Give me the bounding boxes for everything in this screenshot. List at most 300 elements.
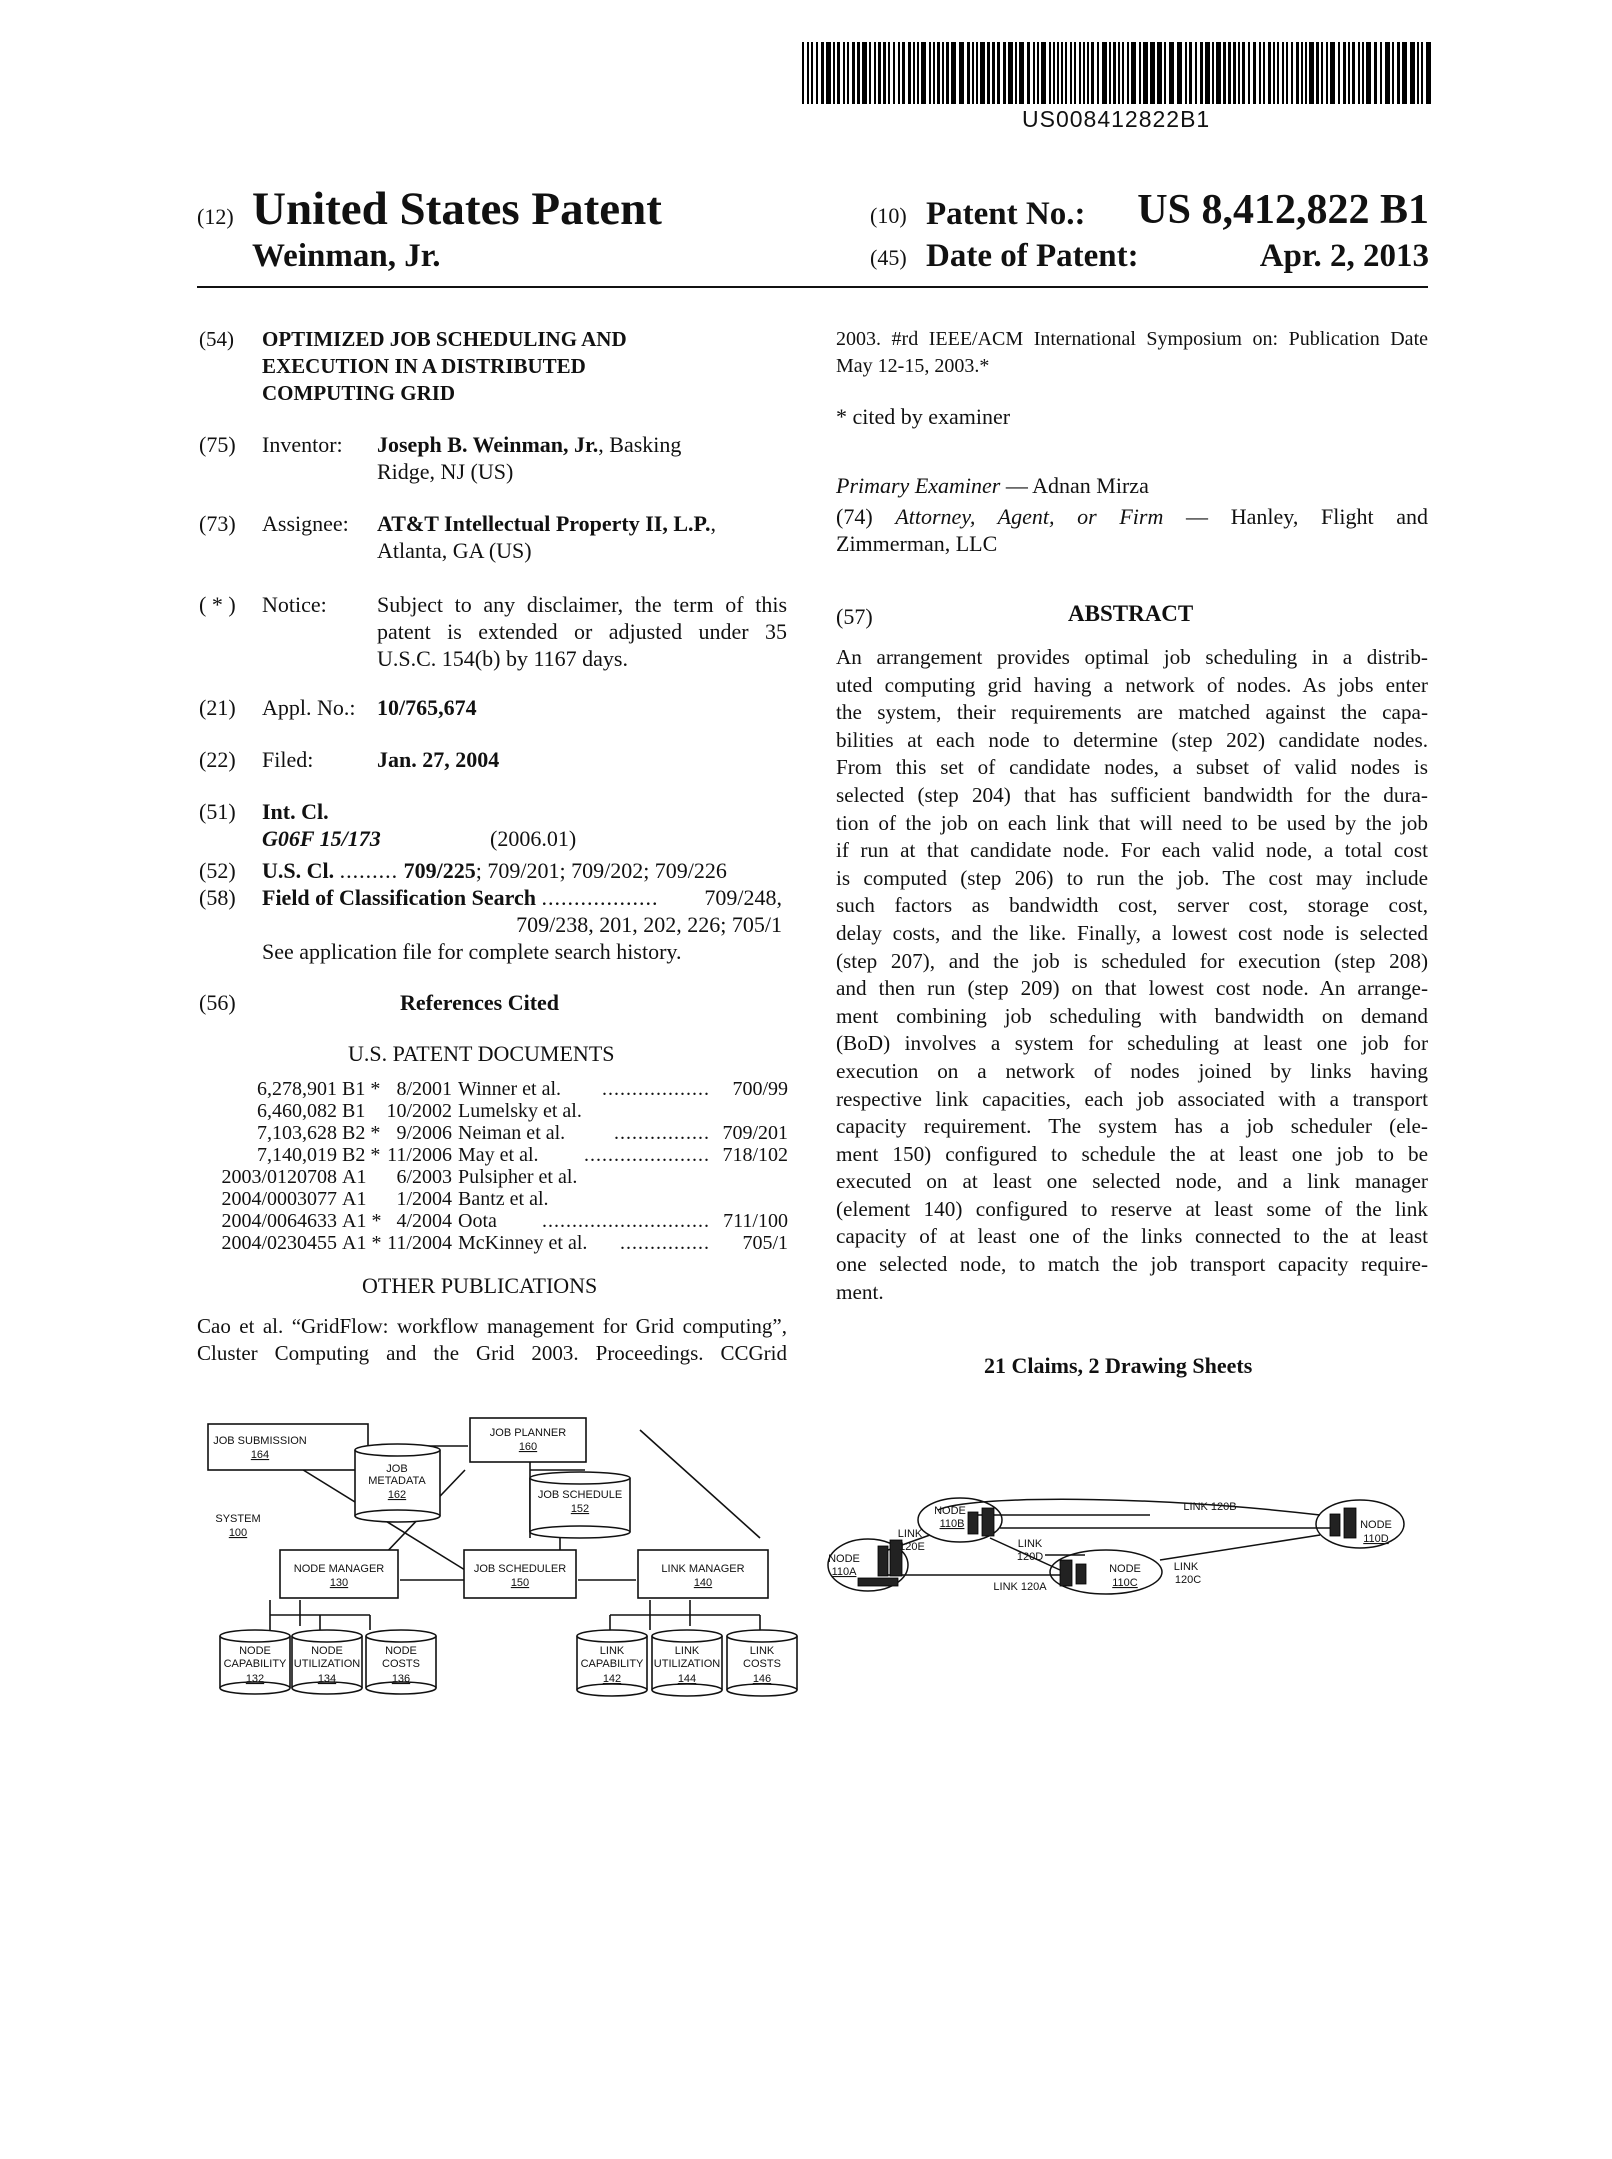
abstract-code: (57): [836, 604, 873, 629]
reference-number: 2004/0003077: [221, 1188, 337, 1210]
barcode-bar: [913, 42, 915, 104]
field-note: See application file for complete search history.: [262, 939, 682, 964]
barcode-bar: [1268, 42, 1271, 104]
barcode-bar: [1282, 42, 1284, 104]
barcode-bar: [1113, 42, 1116, 104]
barcode-bar: [1286, 42, 1288, 104]
abstract-line: An arrangement provides optimal job scheduling in a distrib-: [836, 645, 1428, 669]
other-publication-line: May 12-15, 2003.*: [836, 355, 990, 377]
barcode-bar: [1118, 42, 1120, 104]
barcode-bar: [1296, 42, 1299, 104]
barcode-bar: [1212, 42, 1214, 104]
link-120d-label: LINK: [1017, 1538, 1043, 1550]
barcode-bar: [857, 42, 860, 104]
link-capability-ref: 142: [602, 1673, 622, 1685]
reference-name: Winner et al.: [458, 1078, 562, 1100]
abstract-line: (BoD) involves a system for scheduling at least one job for: [836, 1031, 1428, 1056]
server-icon: [968, 1512, 978, 1534]
reference-dots: ...............: [620, 1232, 710, 1254]
attorney-name-line2: Zimmerman, LLC: [836, 531, 998, 556]
intcl-label: Int. Cl.: [262, 799, 329, 824]
assignee-location: Atlanta, GA (US): [377, 538, 532, 563]
barcode-bar: [933, 42, 935, 104]
barcode-bar: [1385, 42, 1390, 104]
field-label: Field of Classification Search: [262, 885, 536, 910]
abstract-line: and then run (step 209) on that lowest cost node. An arrange-: [836, 976, 1428, 1001]
kind-code: (12): [197, 204, 234, 229]
node-110b-label: NODE: [934, 1505, 966, 1517]
abstract-line: one selected node, to match the job transport capacity require-: [836, 1252, 1428, 1277]
barcode-bar: [937, 42, 940, 104]
abstract-line: (step 207), and the job is scheduled for execution (step 208): [836, 948, 1428, 973]
filed-code: (22): [199, 747, 236, 772]
reference-name: May et al.: [458, 1144, 539, 1166]
barcode-bar: [1321, 42, 1323, 104]
barcode-bar: [1397, 42, 1400, 104]
job-submission-label: JOB SUBMISSION: [213, 1435, 307, 1447]
barcode-number: US008412822B1: [1022, 106, 1211, 132]
reference-cls: 709/201: [722, 1122, 788, 1144]
node-capability-ref: 132: [245, 1673, 265, 1685]
inventor-code: (75): [199, 432, 236, 457]
abstract-line: bilities at each node to determine (step 202) candidate nodes.: [836, 727, 1428, 752]
link-costs-label: LINK: [749, 1645, 775, 1657]
barcode-bar: [1083, 42, 1085, 104]
barcode-bar: [1326, 42, 1328, 104]
barcode-bar: [1177, 42, 1182, 104]
other-publications-text: [197, 1313, 787, 1367]
uscl-rest: ; 709/201; 709/202; 709/226: [475, 858, 727, 883]
reference-number: 6,278,901: [257, 1078, 337, 1100]
inventor-name: Joseph B. Weinman, Jr.: [377, 432, 599, 457]
reference-row: [200, 1232, 790, 1258]
node-manager-ref: 130: [329, 1577, 349, 1589]
barcode-bar: [1362, 42, 1364, 104]
barcode-bar: [987, 42, 990, 104]
barcode-bar: [1421, 42, 1423, 104]
abstract-line: is computed (step 206) to run the job. The cost may include: [836, 865, 1428, 890]
barcode-bar: [1157, 42, 1162, 104]
server-icon: [1060, 1560, 1072, 1586]
abstract-line: execution on a network of nodes joined by links having: [836, 1058, 1428, 1083]
barcode-bar: [972, 42, 974, 104]
notice-label: Notice:: [262, 592, 327, 617]
uscl: [262, 857, 727, 884]
reference-kind: A1 *: [342, 1210, 382, 1232]
barcode-bar: [1019, 42, 1024, 104]
filed-date: Jan. 27, 2004: [377, 747, 500, 772]
barcode-bar: [878, 42, 881, 104]
barcode-bar: [826, 42, 831, 104]
link-costs-ref: 146: [752, 1673, 772, 1685]
patent-number: US 8,412,822 B1: [1137, 187, 1429, 233]
assignee-name: AT&T Intellectual Property II, L.P.: [377, 511, 711, 536]
barcode-bar: [929, 42, 931, 104]
reference-date: 4/2004: [396, 1210, 452, 1232]
assignee-comma: ,: [710, 511, 716, 536]
server-icon: [1330, 1514, 1340, 1536]
barcode-bar: [1185, 42, 1187, 104]
barcode-bar: [1343, 42, 1346, 104]
patent-type-title: United States Patent: [252, 183, 662, 235]
abstract-line: the system, their requirements are matched against the capa-: [836, 700, 1428, 725]
abstract-line: (element 140) configured to reserve at least some of the link: [836, 1196, 1428, 1221]
barcode-bar: [869, 42, 871, 104]
barcode-bar: [1309, 42, 1314, 104]
reference-date: 11/2006: [387, 1144, 452, 1166]
barcode-bar: [1338, 42, 1340, 104]
barcode-bar: [1242, 42, 1245, 104]
barcode-bar: [992, 42, 995, 104]
barcode-bar: [1216, 42, 1221, 104]
barcode-bar: [967, 42, 970, 104]
barcode-bar: [959, 42, 964, 104]
notice-line: U.S.C. 154(b) by 1167 days.: [377, 646, 628, 671]
filed-label: Filed:: [262, 747, 314, 772]
primary-examiner-label: Primary Examiner: [836, 473, 1001, 498]
barcode-bar: [946, 42, 949, 104]
field-dots: ..................: [541, 885, 659, 910]
inventor-label: Inventor:: [262, 432, 343, 457]
assignee-label: Assignee:: [262, 511, 349, 536]
reference-kind: B2 *: [342, 1144, 381, 1166]
attorney: [836, 503, 1428, 557]
barcode-bar: [807, 42, 809, 104]
link-120c-ref: 120C: [1174, 1574, 1202, 1586]
node-costs-ref: 136: [391, 1673, 411, 1685]
barcode-bar: [1037, 42, 1039, 104]
link-120b-label: LINK 120B: [1183, 1501, 1237, 1513]
reference-date: 8/2001: [396, 1078, 452, 1100]
reference-name: Neiman et al.: [458, 1122, 566, 1144]
system-block-diagram: [200, 1410, 820, 1700]
barcode-bar: [862, 42, 867, 104]
job-submission-box: [208, 1424, 368, 1470]
primary-examiner-name: — Adnan Mirza: [1000, 473, 1149, 498]
reference-number: 7,140,019: [257, 1144, 337, 1166]
abstract-line: capacity requirement. The system has a job scheduler (ele-: [836, 1114, 1428, 1139]
link-capability-label-2: CAPABILITY: [580, 1658, 644, 1670]
title-line: OPTIMIZED JOB SCHEDULING AND: [262, 327, 627, 351]
barcode-bar: [921, 42, 926, 104]
barcode-bar: [1195, 42, 1197, 104]
abstract-line: selected (step 204) that has sufficient bandwidth for the dura-: [836, 782, 1428, 807]
barcode-bar: [843, 42, 845, 104]
job-scheduler-label: JOB SCHEDULER: [473, 1563, 567, 1575]
assignee: [377, 510, 716, 564]
notice-line: patent is extended or adjusted under 35: [377, 619, 787, 644]
job-planner-label: JOB PLANNER: [489, 1427, 567, 1439]
barcode-bar: [893, 42, 895, 104]
job-planner-box: [470, 1418, 586, 1462]
barcode-bar: [811, 42, 813, 104]
barcode-bar: [1248, 42, 1250, 104]
reference-name: Pulsipher et al.: [458, 1166, 578, 1188]
link-utilization-label: LINK: [674, 1645, 700, 1657]
node-manager-label: NODE MANAGER: [293, 1563, 385, 1575]
reference-number: 7,103,628: [257, 1122, 337, 1144]
barcode-bar: [1143, 42, 1148, 104]
barcode-bar: [1053, 42, 1055, 104]
server-icon: [1076, 1564, 1086, 1584]
node-capability-label: NODE: [239, 1645, 271, 1657]
date-code: (45): [870, 245, 907, 270]
barcode-bar: [1305, 42, 1307, 104]
appl-code: (21): [199, 695, 236, 720]
abstract-line: executed on at least one selected node, and a link manager: [836, 1169, 1428, 1194]
network-diagram: [820, 1490, 1420, 1630]
barcode-bar: [1087, 42, 1089, 104]
other-publication-line: Cao et al. “GridFlow: workflow management for Grid computing”,: [197, 1314, 787, 1338]
title-line: EXECUTION IN A DISTRIBUTED: [262, 354, 586, 378]
system-label: SYSTEM: [215, 1513, 261, 1525]
invention-title: [262, 326, 627, 407]
node-110b-ref: 110B: [939, 1518, 965, 1530]
patent-no-code: (10): [870, 203, 907, 228]
barcode-bar: [1366, 42, 1371, 104]
node-110c-label: NODE: [1109, 1563, 1141, 1575]
inventor-location-line2: Ridge, NJ (US): [377, 459, 514, 484]
reference-cls: 711/100: [723, 1210, 788, 1232]
barcode-bar: [1057, 42, 1059, 104]
link-120c-label: LINK: [1173, 1561, 1199, 1573]
barcode-bar: [1164, 42, 1166, 104]
intcl-year: (2006.01): [490, 826, 577, 851]
other-publication-continued: [836, 326, 1428, 380]
link-120a-label: LINK 120A: [993, 1581, 1047, 1593]
title-code: (54): [199, 327, 234, 351]
link-utilization-label-2: UTILIZATION: [653, 1658, 721, 1670]
server-icon: [858, 1578, 898, 1586]
link-120e-label: LINK: [897, 1528, 923, 1540]
barcode-bar: [883, 42, 886, 104]
barcode-bar: [1426, 42, 1431, 104]
abstract-heading: ABSTRACT: [1068, 601, 1194, 626]
link-costs-label-2: COSTS: [743, 1658, 781, 1670]
reference-cls: 705/1: [742, 1232, 788, 1254]
barcode-bar: [1273, 42, 1275, 104]
reference-number: 2004/0230455: [221, 1232, 337, 1254]
reference-date: 1/2004: [396, 1188, 452, 1210]
inventor-location: , Basking: [598, 432, 682, 457]
barcode-bar: [1139, 42, 1141, 104]
barcode-bar: [1253, 42, 1256, 104]
barcode-bar: [1091, 42, 1094, 104]
attorney-code: (74): [836, 504, 873, 529]
job-planner-ref: 160: [518, 1441, 538, 1453]
attorney-label: Attorney, Agent, or Firm: [895, 504, 1164, 529]
abstract-line: delay costs, and the like. Finally, a lowest cost node is selected: [836, 920, 1428, 945]
other-publication-line: 2003. #rd IEEE/ACM International Symposium on: Publication Date: [836, 328, 1428, 350]
abstract-line: ment combining job scheduling with bandwidth on demand: [836, 1003, 1428, 1028]
attorney-line: [836, 503, 1428, 530]
abstract-line: uted computing grid having a network of nodes. As jobs enter: [836, 672, 1428, 697]
other-publications-heading: OTHER PUBLICATIONS: [362, 1273, 598, 1298]
reference-dots: ............................: [542, 1210, 710, 1232]
link-120e-ref: 120E: [899, 1541, 925, 1553]
barcode-bar: [1402, 42, 1407, 104]
barcode-bar: [1259, 42, 1261, 104]
reference-name: Oota: [458, 1210, 497, 1232]
intcl-code: (51): [199, 799, 236, 824]
barcode-bar: [1109, 42, 1111, 104]
notice-line: Subject to any disclaimer, the term of this: [377, 592, 787, 617]
uscl-main: 709/225: [403, 858, 476, 883]
link-manager-ref: 140: [693, 1577, 713, 1589]
reference-number: 6,460,082: [257, 1100, 337, 1122]
job-metadata-ref: 162: [387, 1489, 407, 1501]
barcode-bar: [1205, 42, 1210, 104]
barcode-bar: [1027, 42, 1030, 104]
field-value: 709/248,: [704, 885, 782, 910]
abstract-line: ment.: [836, 1279, 884, 1304]
job-metadata-label: JOB: [386, 1463, 408, 1475]
barcode-bar: [1079, 42, 1081, 104]
uscl-code: (52): [199, 858, 236, 883]
reference-dots: ..................: [602, 1078, 710, 1100]
barcode-bar: [1200, 42, 1203, 104]
field-code: (58): [199, 885, 236, 910]
barcode-bar: [837, 42, 840, 104]
barcode-bar: [1291, 42, 1293, 104]
link-manager-label: LINK MANAGER: [661, 1563, 745, 1575]
reference-cls: 700/99: [732, 1078, 788, 1100]
notice-code: ( * ): [199, 592, 236, 617]
barcode-bar: [1033, 42, 1035, 104]
barcode-bar: [1061, 42, 1063, 104]
server-icon: [982, 1508, 994, 1536]
patent-no-label: Patent No.:: [926, 196, 1086, 232]
reference-kind: A1: [342, 1166, 367, 1188]
barcode-bar: [1169, 42, 1174, 104]
inventor-short-name: Weinman, Jr.: [252, 238, 441, 274]
barcode-bar: [852, 42, 855, 104]
attorney-name: — Hanley, Flight and: [1163, 504, 1428, 529]
abstract-line: From this set of candidate nodes, a subset of valid nodes is: [836, 755, 1428, 780]
uscl-label: U.S. Cl.: [262, 858, 335, 883]
barcode-bar: [1392, 42, 1394, 104]
barcode-bar: [1352, 42, 1355, 104]
references-heading: References Cited: [400, 990, 560, 1015]
primary-examiner: [836, 472, 1149, 499]
node-110c-ref: 110C: [1112, 1577, 1138, 1589]
reference-number: 2003/0120708: [221, 1166, 337, 1188]
barcode-bar: [1150, 42, 1155, 104]
barcode-bar: [1041, 42, 1046, 104]
barcode-bar: [1410, 42, 1415, 104]
reference-date: 10/2002: [386, 1100, 452, 1122]
barcode-bar: [1074, 42, 1076, 104]
abstract-line: capacity of at least one of the links connected to the at least: [836, 1224, 1428, 1249]
barcode: [800, 42, 1436, 108]
barcode-bar: [976, 42, 978, 104]
barcode-bar: [1003, 42, 1006, 104]
other-publication-line: Cluster Computing and the Grid 2003. Proceedings. CCGrid: [197, 1341, 787, 1365]
abstract-line: tion of the job on each link that will need to be used by the job: [836, 810, 1428, 835]
reference-dots: .....................: [584, 1144, 710, 1166]
reference-name: Lumelsky et al.: [458, 1100, 582, 1122]
link-capability-label: LINK: [599, 1645, 625, 1657]
node-110d-ref: 110D: [1363, 1533, 1389, 1545]
barcode-bar: [1316, 42, 1319, 104]
barcode-bar: [908, 42, 911, 104]
reference-date: 11/2004: [387, 1232, 452, 1254]
job-submission-ref: 164: [250, 1449, 270, 1461]
reference-name: Bantz et al.: [458, 1188, 549, 1210]
field-search: [262, 884, 782, 911]
barcode-bar: [874, 42, 876, 104]
barcode-bar: [1263, 42, 1265, 104]
date-label: Date of Patent:: [926, 238, 1139, 274]
patent-date: Apr. 2, 2013: [1259, 238, 1429, 274]
barcode-bar: [1374, 42, 1377, 104]
field-value-line2: 709/238, 201, 202, 226; 705/1: [516, 912, 782, 937]
node-utilization-label: NODE: [311, 1645, 343, 1657]
barcode-bar: [1102, 42, 1107, 104]
abstract-line: ment 150) configured to schedule the at least one job to be: [836, 1141, 1428, 1166]
barcode-bar: [1277, 42, 1279, 104]
barcode-bar: [1223, 42, 1226, 104]
server-icon: [878, 1546, 888, 1576]
reference-date: 9/2006: [396, 1122, 452, 1144]
node-costs-label-2: COSTS: [382, 1658, 420, 1670]
barcode-bar: [1189, 42, 1192, 104]
abstract-line: if run at that candidate node. For each valid node, a total cost: [836, 838, 1428, 863]
barcode-bar: [1015, 42, 1017, 104]
node-utilization-ref: 134: [317, 1673, 337, 1685]
barcode-bar: [847, 42, 849, 104]
barcode-bar: [816, 42, 818, 104]
barcode-bar: [1065, 42, 1067, 104]
abstract-line: such factors as bandwidth cost, server cost, storage cost,: [836, 893, 1428, 918]
node-capability-label-2: CAPABILITY: [223, 1658, 287, 1670]
link-120c-line: [1160, 1535, 1320, 1560]
barcode-graphic: [800, 42, 1436, 108]
barcode-bar: [833, 42, 835, 104]
barcode-bar: [1233, 42, 1236, 104]
system-ref: 100: [228, 1527, 248, 1539]
us-patent-docs-heading: U.S. PATENT DOCUMENTS: [348, 1041, 615, 1066]
node-utilization-label-2: UTILIZATION: [293, 1658, 361, 1670]
job-schedule-label: JOB SCHEDULE: [537, 1489, 623, 1501]
reference-kind: A1 *: [342, 1232, 382, 1254]
barcode-bar: [1380, 42, 1382, 104]
job-metadata-label-2: METADATA: [368, 1475, 426, 1487]
barcode-bar: [1070, 42, 1072, 104]
reference-kind: B1 *: [342, 1078, 381, 1100]
barcode-bar: [1417, 42, 1419, 104]
job-schedule-ref: 152: [570, 1503, 590, 1515]
header-divider: [197, 286, 1428, 288]
title-line: COMPUTING GRID: [262, 381, 456, 405]
node-110a-label: NODE: [828, 1553, 860, 1565]
server-icon: [1344, 1508, 1356, 1538]
reference-kind: B2 *: [342, 1122, 381, 1144]
barcode-bar: [802, 42, 804, 104]
node-110d-label: NODE: [1360, 1519, 1392, 1531]
barcode-bar: [898, 42, 900, 104]
intcl-class: G06F 15/173: [262, 826, 381, 851]
reference-kind: B1: [342, 1100, 366, 1122]
barcode-bar: [902, 42, 905, 104]
barcode-bar: [1122, 42, 1124, 104]
assignee-code: (73): [199, 511, 236, 536]
reference-cls: 718/102: [722, 1144, 788, 1166]
barcode-bar: [1301, 42, 1303, 104]
link-120d-ref: 120D: [1016, 1551, 1044, 1563]
barcode-bar: [1358, 42, 1360, 104]
barcode-bar: [1127, 42, 1129, 104]
